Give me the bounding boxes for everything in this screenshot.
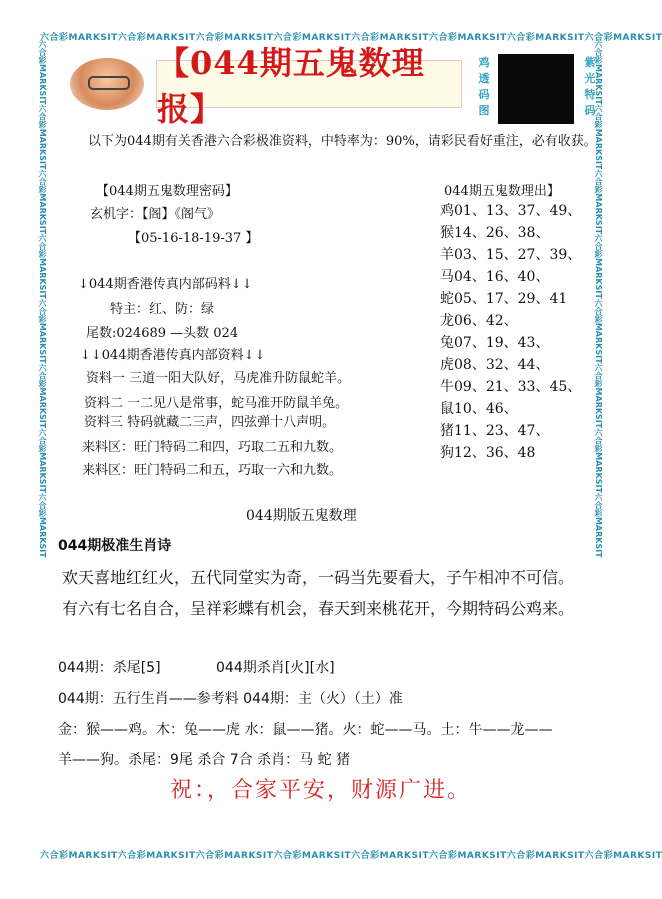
border-right: 六合彩MARKSIT六合彩MARKSIT六合彩MARKSIT六合彩MARKSIT六合彩MARKSIT六合彩MARKSIT六合彩MARKSIT六合彩MARKSIT (594, 40, 603, 558)
special-line: 特主：红、防：绿 (110, 302, 215, 317)
data-line-3: 资料三 特码就藏二三声，四弦弹十八声明。 (84, 415, 336, 430)
elements-row-1: 金：猴——鸡。木：兔——虎 水：鼠——猪。火：蛇——马。土：牛——龙—— (58, 722, 553, 738)
list-item: 虎08、32、44、 (440, 357, 550, 373)
five-elements: 044期：五行生肖——参考料 044期：主（火）（土）准 (58, 691, 403, 707)
border-left: 六合彩MARKSIT六合彩MARKSIT六合彩MARKSIT六合彩MARKSIT六合彩MARKSIT六合彩MARKSIT六合彩MARKSIT六合彩MARKSIT (38, 40, 47, 558)
data-line-2: 资料二 一二见八是常事，蛇马准开防鼠羊兔。 (84, 396, 349, 411)
xuanji-label: 玄机字：【阁】《阁气》 (90, 207, 221, 222)
list-item: 猴14、26、38、 (440, 225, 550, 241)
list-item: 猪11、23、47、 (440, 423, 550, 439)
blessing: 祝：，合家平安，财源广进。 (170, 778, 472, 803)
poem-head: 044期极准生肖诗 (58, 538, 172, 554)
border-bottom: 六合彩MARKSIT六合彩MARKSIT六合彩MARKSIT六合彩MARKSIT六合彩MARKSIT六合彩MARKSIT六合彩MARKSIT六合彩MARKSIT (40, 851, 662, 861)
list-item: 鸡01、13、37、49、 (440, 203, 582, 219)
list-item: 牛09、21、33、45、 (440, 379, 582, 395)
intro-text: 以下为044期有关香港六合彩极准资料，中特率为：90%，请彩民看好重注，必有收获。 (88, 134, 597, 149)
zodiac-number-list (440, 200, 581, 464)
elements-row-2: 羊——狗。杀尾：9尾 杀合 7合 杀肖：马 蛇 猪 (58, 752, 351, 768)
avatar (70, 58, 144, 110)
list-item: 狗12、36、48 (440, 445, 536, 461)
inner-title: ↓044期香港传真内部码料↓↓ (78, 277, 253, 292)
kill-zodiac: 044期杀肖[火][水] (216, 660, 335, 676)
glasses-icon (88, 76, 130, 90)
data-line-1: 资料一 三道一阳大队好，马虎准升防鼠蛇羊。 (86, 371, 351, 386)
xuanji-numbers: 【05-16-18-19-37 】 (128, 231, 259, 246)
stamp-left: 鸡透码图 (478, 56, 490, 117)
right-title: 044期五鬼数理出】 (444, 184, 560, 199)
redacted-qr-box (498, 54, 574, 124)
poem-line-1: 欢天喜地红红火，五代同堂实为奇，一码当先要看大，子午相冲不可信。 (62, 568, 575, 587)
tail-line: 尾数:024689 —头数 024 (86, 326, 239, 341)
list-item: 鼠10、46、 (440, 401, 518, 417)
stamp-right: 紫光特码 (584, 56, 596, 117)
list-item: 羊03、15、27、39、 (440, 247, 582, 263)
secret-title: 【044期五鬼数理密码】 (96, 184, 238, 199)
poem-line-2: 有六有七名自合，呈祥彩蝶有机会，春天到来桃花开，今期特码公鸡来。 (62, 599, 575, 618)
list-item: 兔07、19、43、 (440, 335, 550, 351)
list-item: 龙06、42、 (440, 313, 518, 329)
inner-title-2: ↓↓044期香港传真内部资料↓↓ (80, 348, 266, 363)
page-title: 【044期五鬼数理报】 (156, 60, 462, 108)
kill-tail: 044期：杀尾[5] (58, 660, 161, 676)
section-title: 044期版五鬼数理 (246, 508, 357, 524)
source-line-2: 来料区：旺门特码二和五，巧取一六和九数。 (82, 463, 343, 478)
border-top: 六合彩MARKSIT六合彩MARKSIT六合彩MARKSIT六合彩MARKSIT六合彩MARKSIT六合彩MARKSIT六合彩MARKSIT六合彩MARKSIT (40, 33, 662, 43)
source-line-1: 来料区：旺门特码二和四，巧取二五和九数。 (82, 440, 343, 455)
list-item: 马04、16、40、 (440, 269, 550, 285)
list-item: 蛇05、17、29、41 (440, 291, 568, 307)
